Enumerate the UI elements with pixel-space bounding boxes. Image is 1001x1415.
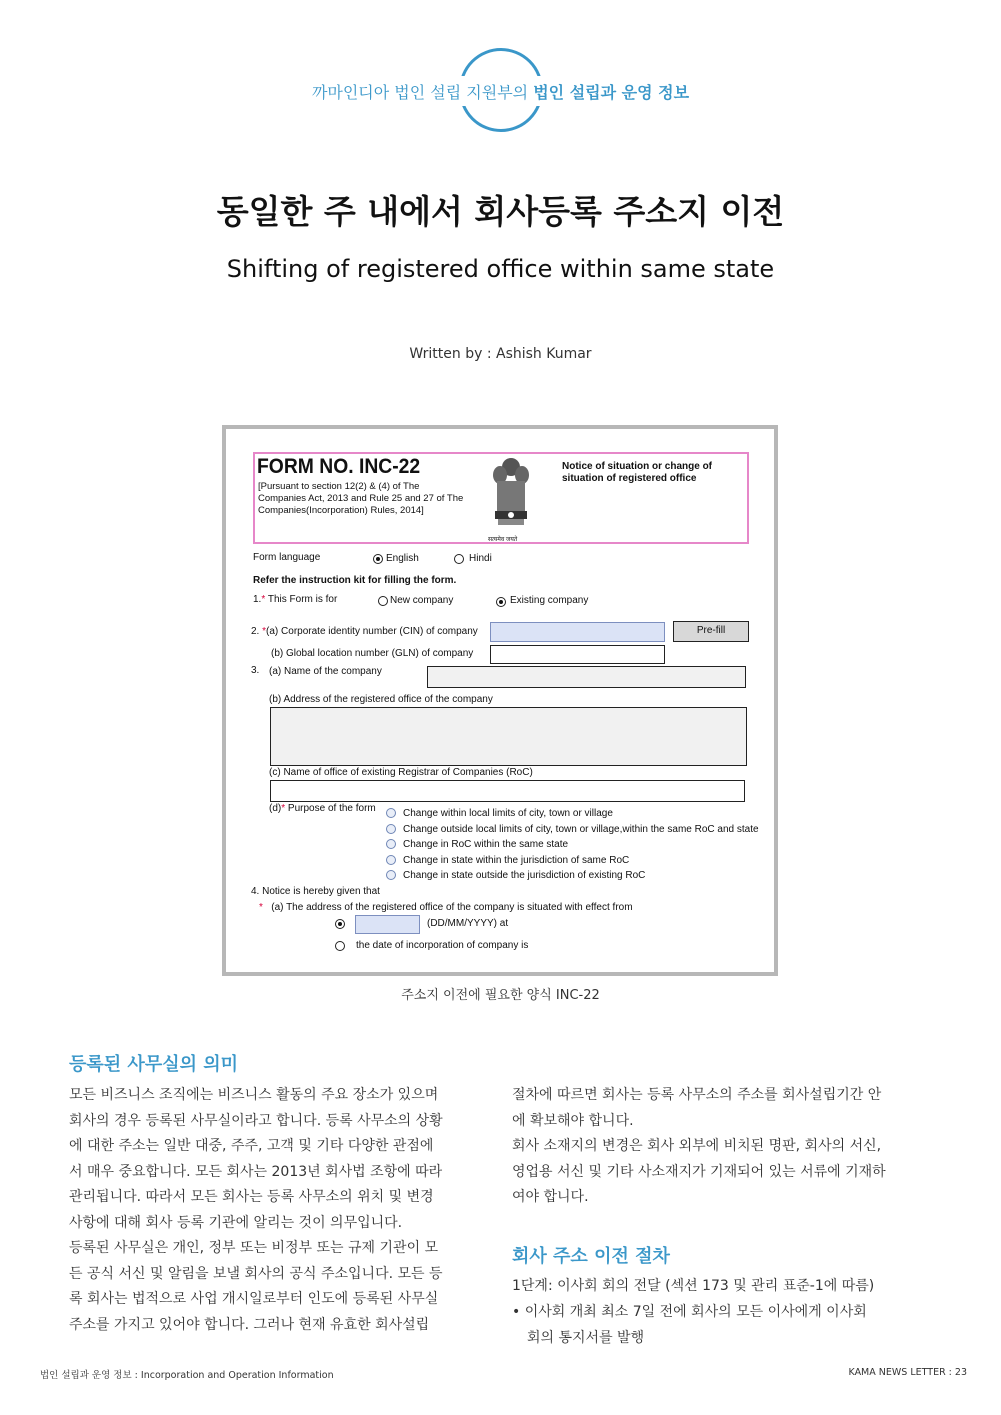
header-prefix: 까마인디아 법인 설립 지원부의 — [311, 83, 534, 102]
q3b-label: (b) Address of the registered office of the company — [269, 694, 493, 705]
required-marker: * — [281, 803, 286, 814]
radio-existing-company[interactable] — [496, 597, 506, 607]
cin-input[interactable] — [490, 622, 665, 642]
required-marker: * — [259, 902, 263, 913]
body-line: 영업용 서신 및 기타 사소재지가 기재되어 있는 서류에 기재하 — [512, 1163, 886, 1180]
radio-purpose-2[interactable] — [386, 824, 396, 834]
q3d-label — [269, 803, 376, 814]
form-inc22-image — [222, 425, 778, 976]
purpose-option-1: Change within local limits of city, town or village — [403, 808, 613, 819]
purpose-option-3: Change in RoC within the same state — [403, 839, 569, 850]
section-heading-relocation-procedure: 회사 주소 이전 절차 — [512, 1246, 670, 1267]
radio-hindi[interactable] — [454, 554, 464, 564]
right-column-body — [512, 1083, 937, 1211]
q2b-label: (b) Global location number (GLN) of company — [271, 648, 474, 659]
incorporation-date-label: the date of incorporation of company is — [356, 940, 529, 951]
body-line: 회사의 경우 등록된 사무실이라고 합니다. 등록 사무소의 상황 — [69, 1112, 443, 1129]
bullet-item — [512, 1300, 937, 1351]
radio-effective-date[interactable] — [335, 919, 345, 929]
form-language-label: Form language — [253, 552, 321, 563]
radio-new-company[interactable] — [378, 596, 388, 606]
body-line: 주소를 가지고 있어야 합니다. 그러나 현재 유효한 회사설립 — [69, 1316, 430, 1333]
radio-purpose-3[interactable] — [386, 839, 396, 849]
purpose-option-2: Change outside local limits of city, town or village,within the same RoC and state — [403, 824, 759, 835]
emblem-caption: सत्यमेव जयते — [488, 537, 518, 543]
section-heading-registered-office: 등록된 사무실의 의미 — [69, 1054, 239, 1075]
radio-incorporation-date[interactable] — [335, 941, 345, 951]
registered-address-input[interactable] — [270, 707, 747, 766]
body-line: 든 공식 서신 및 알림을 보낼 회사의 공식 주소입니다. 모든 등 — [69, 1265, 443, 1282]
footer-section-label: 법인 설립과 운영 정보 : Incorporation and Operation Information — [40, 1370, 334, 1381]
q2a-label — [251, 626, 478, 637]
hindi-label: Hindi — [469, 553, 492, 564]
body-line: 록 회사는 법적으로 사업 개시일로부터 인도에 등록된 사무실 — [69, 1291, 439, 1307]
q4a-label — [259, 902, 633, 913]
q2-number: 2. — [251, 626, 260, 637]
left-column-body — [69, 1083, 489, 1338]
required-marker: * — [262, 626, 267, 637]
step1-text: 1단계: 이사회 회의 전달 (섹션 173 및 관리 표준-1에 따름) — [512, 1278, 875, 1294]
purpose-option-5: Change in state outside the jurisdiction of existing RoC — [403, 870, 646, 881]
q3-number: 3. — [251, 665, 260, 676]
body-line: 절차에 따르면 회사는 등록 사무소의 주소를 회사설립기간 안 — [512, 1087, 882, 1103]
body-line: 에 대한 주소는 일반 대중, 주주, 고객 및 기타 다양한 관점에 — [69, 1138, 434, 1154]
q1-number: 1. — [253, 594, 262, 605]
new-company-label: New company — [390, 595, 454, 606]
q1-label — [253, 594, 337, 605]
form-subtitle: [Pursuant to section 12(2) & (4) of The Companies Act, 2013 and Rule 25 and 27 of The Companies(Incorporation) Rules, 2014] — [258, 481, 464, 516]
radio-english[interactable] — [373, 554, 383, 564]
effective-date-input[interactable] — [355, 915, 420, 934]
form-title: FORM NO. INC-22 — [257, 455, 421, 478]
figure-caption: 주소지 이전에 필요한 양식 INC-22 — [401, 988, 600, 1003]
q2a-text: (a) Corporate identity number (CIN) of company — [266, 626, 478, 637]
footer-page-number: KAMA NEWS LETTER : 23 — [848, 1367, 967, 1378]
header-bold: 법인 설립과 운영 정보 — [533, 83, 690, 102]
body-line: 여야 합니다. — [512, 1189, 589, 1205]
body-line: 에 확보해야 합니다. — [512, 1112, 634, 1129]
radio-purpose-5[interactable] — [386, 870, 396, 880]
author-byline: Written by : Ashish Kumar — [409, 346, 592, 362]
header-tagline — [0, 80, 1001, 103]
form-notice-title: Notice of situation or change of situation of registered office — [562, 461, 713, 484]
body-line: 모든 비즈니스 조직에는 비즈니스 활동의 주요 장소가 있으며 — [69, 1087, 439, 1103]
roc-office-input[interactable] — [270, 780, 745, 802]
body-line: 사항에 대해 회사 등록 기관에 알리는 것이 의무입니다. — [69, 1214, 403, 1231]
existing-company-label: Existing company — [510, 595, 589, 606]
required-marker: * — [261, 594, 266, 605]
prefill-button[interactable]: Pre-fill — [673, 621, 749, 642]
q4-label: 4. Notice is hereby given that — [251, 886, 380, 897]
body-line: 관리됩니다. 따라서 모든 회사는 등록 사무소의 위치 및 변경 — [69, 1189, 434, 1205]
gln-input[interactable] — [490, 645, 665, 664]
q1-text: This Form is for — [267, 594, 338, 605]
date-format-label: (DD/MM/YYYY) at — [427, 918, 509, 929]
body-line: 회사 소재지의 변경은 회사 외부에 비치된 명판, 회사의 서신, — [512, 1138, 882, 1154]
national-emblem-icon — [488, 453, 534, 541]
page-subtitle: Shifting of registered office within same state — [226, 255, 775, 283]
q3a-label: (a) Name of the company — [269, 666, 382, 677]
q3d-letter: (d) — [269, 803, 282, 814]
radio-purpose-4[interactable] — [386, 855, 396, 865]
page-title: 동일한 주 내에서 회사등록 주소지 이전 — [216, 192, 785, 231]
bullet-line-2: 회의 통지서를 발행 — [527, 1329, 645, 1346]
radio-purpose-1[interactable] — [386, 808, 396, 818]
purpose-option-4: Change in state within the jurisdiction of same RoC — [403, 855, 630, 866]
q3d-text: Purpose of the form — [287, 803, 376, 814]
body-line: 서 매우 중요합니다. 모든 회사는 2013년 회사법 조항에 따라 — [69, 1163, 443, 1180]
company-name-input[interactable] — [427, 666, 746, 688]
english-label: English — [386, 553, 419, 564]
instruction-text: Refer the instruction kit for filling the form. — [253, 575, 457, 586]
q4a-text: (a) The address of the registered office of the company is situated with effect from — [271, 902, 633, 913]
q3c-label: (c) Name of office of existing Registrar of Companies (RoC) — [269, 767, 533, 778]
body-line: 등록된 사무실은 개인, 정부 또는 비정부 또는 규제 기관이 모 — [69, 1240, 439, 1256]
bullet-line-1: • 이사회 개최 최소 7일 전에 회사의 모든 이사에게 이사회 — [512, 1304, 867, 1320]
